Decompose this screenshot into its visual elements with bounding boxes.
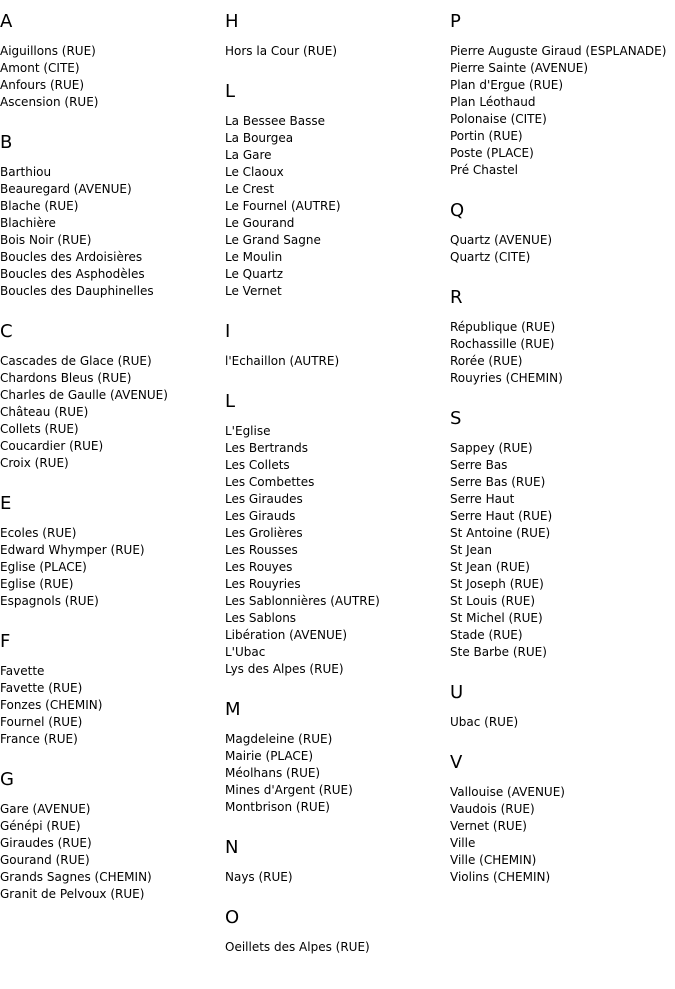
street-item: St Antoine (RUE) — [450, 526, 551, 540]
street-item: Edward Whymper (RUE) — [0, 543, 145, 557]
street-item: Barthiou — [0, 165, 52, 179]
street-item: Eglise (RUE) — [0, 577, 74, 591]
street-item: Serre Haut (RUE) — [450, 509, 553, 523]
street-item: L'Eglise — [225, 424, 271, 438]
street-item: Mines d'Argent (RUE) — [225, 783, 353, 797]
street-item: Magdeleine (RUE) — [225, 732, 333, 746]
letter-heading: L — [225, 391, 236, 412]
street-item: Fournel (RUE) — [0, 715, 83, 729]
street-list — [0, 525, 222, 610]
letter-group — [0, 767, 222, 903]
street-item: Château (RUE) — [0, 405, 89, 419]
street-item: Nays (RUE) — [225, 870, 293, 884]
street-item: Gare (AVENUE) — [0, 802, 91, 816]
street-item: Beauregard (AVENUE) — [0, 182, 132, 196]
street-item: St Louis (RUE) — [450, 594, 536, 608]
street-item: Le Vernet — [225, 284, 282, 298]
letter-heading: V — [450, 752, 463, 773]
letter-group — [225, 389, 447, 678]
letter-group — [225, 835, 447, 886]
letter-heading: C — [0, 321, 13, 342]
letter-heading: P — [450, 11, 461, 32]
street-item: Fonzes (CHEMIN) — [0, 698, 103, 712]
street-item: France (RUE) — [0, 732, 78, 746]
street-index-column-2 — [225, 9, 447, 975]
street-item: Gourand (RUE) — [0, 853, 90, 867]
street-item: St Jean — [450, 543, 493, 557]
letter-group — [225, 319, 447, 370]
street-item: Serre Bas (RUE) — [450, 475, 546, 489]
street-item: Les Grolières — [225, 526, 303, 540]
street-item: Amont (CITE) — [0, 61, 80, 75]
street-item: Pierre Auguste Giraud (ESPLANADE) — [450, 44, 667, 58]
street-item: Portin (RUE) — [450, 129, 523, 143]
letter-group — [0, 9, 222, 111]
street-item: Plan Léothaud — [450, 95, 536, 109]
street-item: Oeillets des Alpes (RUE) — [225, 940, 370, 954]
street-item: La Bessee Basse — [225, 114, 326, 128]
letter-group — [450, 750, 675, 886]
street-item: Grands Sagnes (CHEMIN) — [0, 870, 152, 884]
street-item: Sappey (RUE) — [450, 441, 533, 455]
letter-group — [225, 905, 447, 956]
street-item: Aiguillons (RUE) — [0, 44, 96, 58]
street-list — [450, 43, 675, 179]
letter-heading: S — [450, 408, 462, 429]
street-item: Lys des Alpes (RUE) — [225, 662, 344, 676]
street-item: Eglise (PLACE) — [0, 560, 87, 574]
street-item: Favette (RUE) — [0, 681, 83, 695]
street-item: Vaudois (RUE) — [450, 802, 535, 816]
street-item: Les Bertrands — [225, 441, 308, 455]
letter-heading: Q — [450, 200, 465, 221]
street-item: Serre Haut — [450, 492, 515, 506]
street-item: Ubac (RUE) — [450, 715, 519, 729]
street-index-column-3 — [450, 9, 675, 905]
street-item: Les Sablonnières (AUTRE) — [225, 594, 380, 608]
letter-group — [0, 491, 222, 610]
street-item: Polonaise (CITE) — [450, 112, 547, 126]
letter-heading: I — [225, 321, 231, 342]
street-item: Blache (RUE) — [0, 199, 79, 213]
street-list — [450, 319, 675, 387]
letter-heading: M — [225, 699, 241, 720]
street-item: Génépi (RUE) — [0, 819, 81, 833]
street-item: Cascades de Glace (RUE) — [0, 354, 152, 368]
street-item: Rorée (RUE) — [450, 354, 523, 368]
street-item: République (RUE) — [450, 320, 556, 334]
street-item: Ascension (RUE) — [0, 95, 99, 109]
letter-heading: E — [0, 493, 12, 514]
street-item: Libération (AVENUE) — [225, 628, 348, 642]
letter-group — [450, 198, 675, 266]
street-list — [225, 113, 447, 300]
street-item: Boucles des Ardoisières — [0, 250, 143, 264]
street-item: Charles de Gaulle (AVENUE) — [0, 388, 168, 402]
street-item: Les Girauds — [225, 509, 296, 523]
street-item: Chardons Bleus (RUE) — [0, 371, 132, 385]
letter-heading: R — [450, 287, 463, 308]
street-item: Favette — [0, 664, 45, 678]
letter-heading: H — [225, 11, 239, 32]
street-item: La Bourgea — [225, 131, 294, 145]
street-list — [225, 731, 447, 816]
letter-heading: A — [0, 11, 13, 32]
street-item: Les Rouyries — [225, 577, 301, 591]
street-item: Les Giraudes — [225, 492, 303, 506]
street-list — [0, 43, 222, 111]
letter-group — [225, 697, 447, 816]
street-item: Mairie (PLACE) — [225, 749, 314, 763]
street-item: Rouyries (CHEMIN) — [450, 371, 563, 385]
letter-group — [450, 406, 675, 661]
letter-group — [450, 9, 675, 179]
street-list — [0, 353, 222, 472]
street-list — [0, 801, 222, 903]
street-item: St Michel (RUE) — [450, 611, 543, 625]
street-item: L'Ubac — [225, 645, 266, 659]
street-item: Hors la Cour (RUE) — [225, 44, 338, 58]
street-list — [0, 164, 222, 300]
street-list — [225, 423, 447, 678]
street-item: Le Crest — [225, 182, 275, 196]
street-list — [450, 232, 675, 266]
letter-group — [450, 680, 675, 731]
street-item: Pierre Sainte (AVENUE) — [450, 61, 589, 75]
street-item: Le Gourand — [225, 216, 295, 230]
street-item: Boucles des Dauphinelles — [0, 284, 154, 298]
street-index-column-1 — [0, 9, 222, 922]
street-item: Blachière — [0, 216, 56, 230]
street-item: Le Quartz — [225, 267, 284, 281]
street-item: Ville — [450, 836, 476, 850]
street-list — [225, 353, 447, 370]
street-item: Boucles des Asphodèles — [0, 267, 145, 281]
street-item: Les Collets — [225, 458, 290, 472]
street-list — [225, 869, 447, 886]
letter-group — [225, 9, 447, 60]
letter-heading: N — [225, 837, 239, 858]
street-item: Collets (RUE) — [0, 422, 79, 436]
street-item: Le Claoux — [225, 165, 284, 179]
street-item: Plan d'Ergue (RUE) — [450, 78, 564, 92]
street-item: Pré Chastel — [450, 163, 518, 177]
street-item: Ville (CHEMIN) — [450, 853, 537, 867]
street-item: Espagnols (RUE) — [0, 594, 99, 608]
street-item: Anfours (RUE) — [0, 78, 85, 92]
letter-group — [0, 130, 222, 300]
street-item: Croix (RUE) — [0, 456, 69, 470]
street-item: Stade (RUE) — [450, 628, 523, 642]
street-item: Le Grand Sagne — [225, 233, 321, 247]
street-item: Le Moulin — [225, 250, 283, 264]
street-list — [225, 43, 447, 60]
street-list — [225, 939, 447, 956]
street-item: Ecoles (RUE) — [0, 526, 77, 540]
letter-heading: B — [0, 132, 13, 153]
street-item: St Joseph (RUE) — [450, 577, 544, 591]
letter-heading: U — [450, 682, 464, 703]
street-item: Serre Bas — [450, 458, 508, 472]
street-list — [450, 784, 675, 886]
street-item: Poste (PLACE) — [450, 146, 534, 160]
street-list — [450, 440, 675, 661]
street-item: Vernet (RUE) — [450, 819, 527, 833]
street-item: Les Rousses — [225, 543, 298, 557]
street-item: La Gare — [225, 148, 272, 162]
letter-heading: F — [0, 631, 11, 652]
street-item: Quartz (AVENUE) — [450, 233, 553, 247]
street-item: Coucardier (RUE) — [0, 439, 104, 453]
street-item: Quartz (CITE) — [450, 250, 531, 264]
letter-group — [0, 629, 222, 748]
letter-heading: G — [0, 769, 14, 790]
street-item: Rochassille (RUE) — [450, 337, 555, 351]
street-item: Granit de Pelvoux (RUE) — [0, 887, 145, 901]
street-item: Ste Barbe (RUE) — [450, 645, 547, 659]
letter-heading: L — [225, 81, 236, 102]
street-item: Les Combettes — [225, 475, 315, 489]
street-item: Vallouise (AVENUE) — [450, 785, 565, 799]
street-list — [450, 714, 675, 731]
letter-group — [0, 319, 222, 472]
letter-group — [450, 285, 675, 387]
street-item: Bois Noir (RUE) — [0, 233, 92, 247]
street-item: Le Fournel (AUTRE) — [225, 199, 341, 213]
street-item: Violins (CHEMIN) — [450, 870, 551, 884]
street-item: Les Sablons — [225, 611, 297, 625]
street-item: Montbrison (RUE) — [225, 800, 330, 814]
street-item: St Jean (RUE) — [450, 560, 530, 574]
letter-heading: O — [225, 907, 240, 928]
street-item: Les Rouyes — [225, 560, 293, 574]
letter-group — [225, 79, 447, 300]
street-item: l'Echaillon (AUTRE) — [225, 354, 340, 368]
street-list — [0, 663, 222, 748]
street-item: Méolhans (RUE) — [225, 766, 321, 780]
street-item: Giraudes (RUE) — [0, 836, 92, 850]
